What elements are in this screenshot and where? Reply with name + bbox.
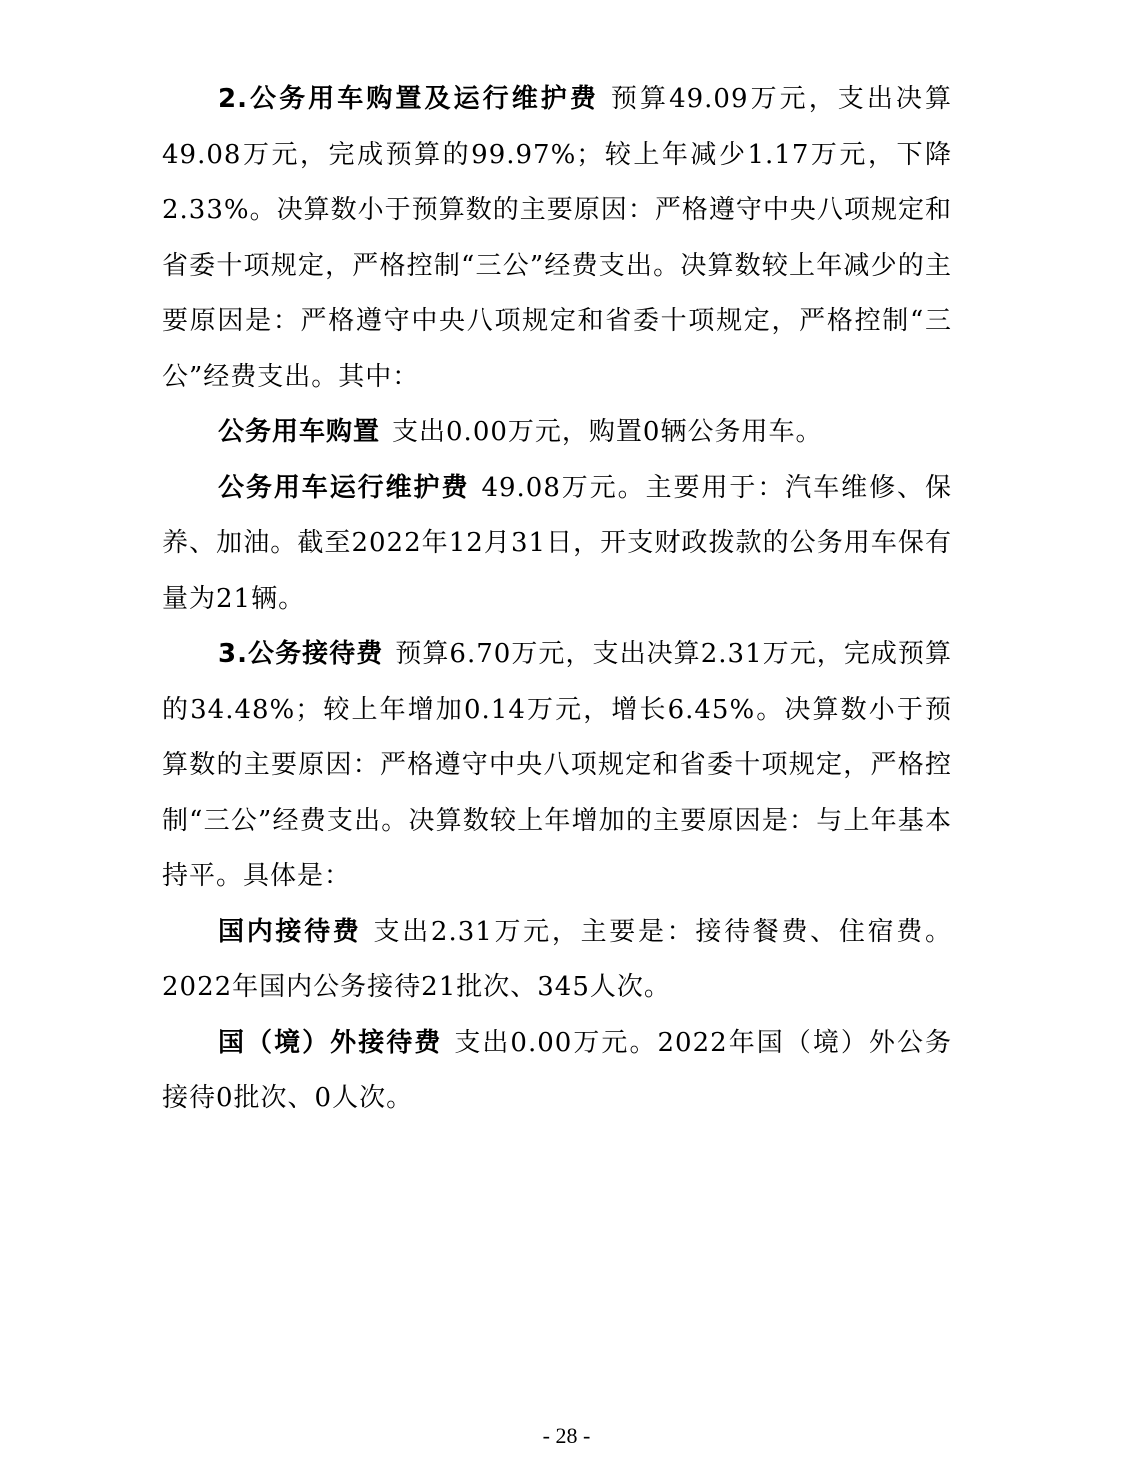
- text-vehicle-maintenance: 49.08万元。主要用于：汽车维修、保养、加油。截至2022年12月31日，开支财政拨款的公务用车保有量为21辆。: [162, 472, 952, 614]
- body-text: [162, 72, 952, 1127]
- paragraph-reception-costs: [162, 627, 952, 905]
- heading-reception-costs: 3.公务接待费: [218, 639, 384, 669]
- heading-vehicle-maintenance: 公务用车运行维护费: [218, 472, 470, 503]
- text-domestic-reception: 支出2.31万元，主要是：接待餐费、住宿费。2022年国内公务接待21批次、345人次。: [162, 916, 952, 1002]
- heading-domestic-reception: 国内接待费: [218, 916, 362, 947]
- heading-vehicle-purchase: 公务用车购置: [218, 417, 381, 447]
- text-vehicle-purchase: 支出0.00万元，购置0辆公务用车。: [392, 417, 823, 447]
- text-foreign-reception: 支出0.00万元。2022年国（境）外公务接待0批次、0人次。: [162, 1027, 952, 1113]
- paragraph-foreign-reception: [162, 1016, 952, 1127]
- paragraph-vehicle-costs: [162, 72, 952, 405]
- page-number: - 28 -: [542, 1423, 591, 1448]
- text-reception-costs: 预算6.70万元，支出决算2.31万元，完成预算的34.48%；较上年增加0.14万元，增长6.45%。决算数小于预算数的主要原因：严格遵守中央八项规定和省委十项规定，严格控制“三公”经费支出。决算数较上年增加的主要原因是：与上年基本持平。具体是：: [162, 639, 952, 891]
- text-vehicle-costs: 预算49.09万元，支出决算49.08万元，完成预算的99.97%；较上年减少1.17万元，下降2.33%。决算数小于预算数的主要原因：严格遵守中央八项规定和省委十项规定，严格控制“三公”经费支出。决算数较上年减少的主要原因是：严格遵守中央八项规定和省委十项规定，严格控制“三公”经费支出。其中：: [162, 84, 953, 392]
- paragraph-vehicle-purchase: [162, 405, 952, 461]
- heading-foreign-reception: 国（境）外接待费: [218, 1027, 443, 1058]
- paragraph-domestic-reception: [162, 905, 952, 1016]
- paragraph-vehicle-maintenance: [162, 461, 952, 628]
- heading-vehicle-costs: 2.公务用车购置及运行维护费: [218, 84, 599, 114]
